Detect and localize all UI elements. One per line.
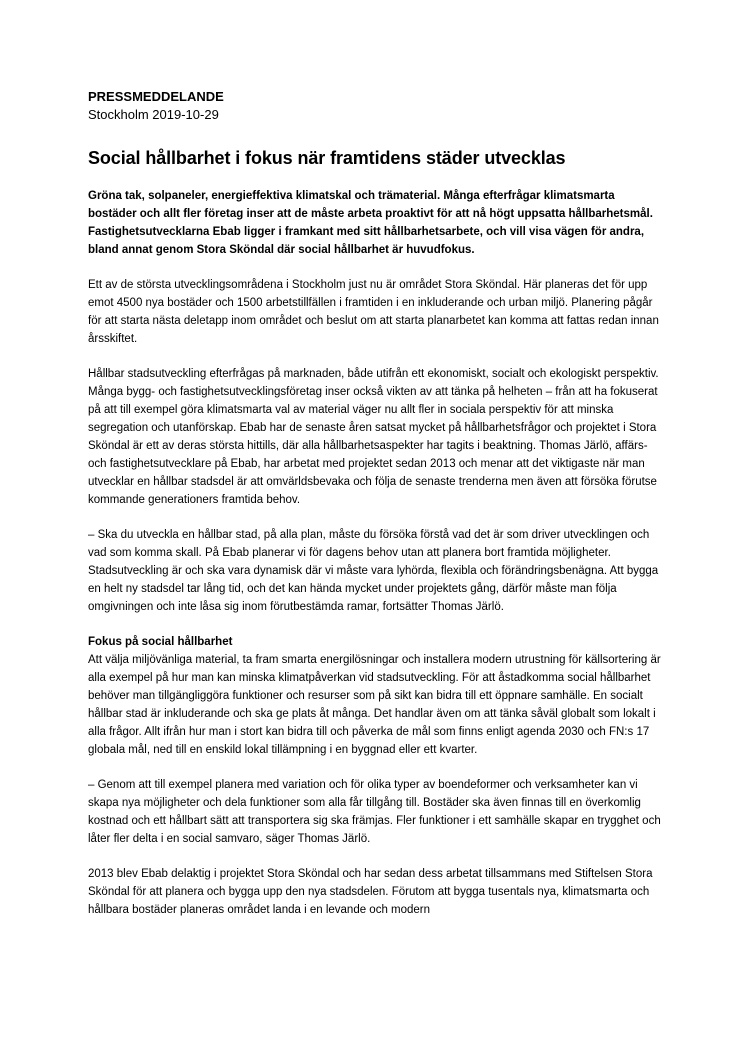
section-heading: Fokus på social hållbarhet [88, 636, 233, 648]
body-paragraph: Ett av de största utvecklingsområdena i Stockholm just nu är området Stora Sköndal. Här planeras det för upp emot 4500 nya bostäder och 1500 arbetstillfällen i framtiden i en inkluderande och urban miljö. Planering pågår för att starta nästa deletapp inom området och beslut om att starta planarbetet kan komma att fattas redan innan årsskiftet. [88, 279, 659, 345]
press-release-page [88, 88, 666, 919]
document-label: PRESSMEDDELANDE [88, 89, 224, 104]
dateline: Stockholm 2019-10-29 [88, 107, 219, 122]
body-paragraph: 2013 blev Ebab delaktig i projektet Stora Sköndal och har sedan dess arbetat tillsammans med Stiftelsen Stora Sköndal för att planera och bygga upp den nya stadsdelen. Förutom att bygga tusentals nya, klimatsmarta och hållbara bostäder planeras området landa i en levande och modern [88, 868, 653, 916]
lead-paragraph: Gröna tak, solpaneler, energieffektiva klimatskal och trämaterial. Många efterfrågar klimatsmarta bostäder och allt fler företag inser att de måste arbeta proaktivt för att nå högt uppsatta hållbarhetsmål. Fastighetsutvecklarna Ebab ligger i framkant med sitt hållbarhetsarbete, och vill visa vägen för andra, bland annat genom Stora Sköndal där social hållbarhet är huvudfokus. [88, 190, 653, 256]
body-paragraph: Hållbar stadsutveckling efterfrågas på marknaden, både utifrån ett ekonomiskt, socialt och ekologiskt perspektiv. Många bygg- och fastighetsutvecklingsföretag inser också vikten av att tänka på helheten – från att ha fokuserat på att till exempel göra klimatsmarta val av material väger nu allt fler in sociala perspektiv för att minska segregation och utanförskap. Ebab har de senaste åren satsat mycket på hållbarhetsfrågor och projektet i Stora Sköndal är ett av deras största hittills, där alla hållbarhetsaspekter har tagits i beaktning. Thomas Järlö, affärs- och fastighetsutvecklare på Ebab, har arbetat med projektet sedan 2013 och menar att det viktigaste när man utvecklar en hållbar stadsdel är att omvärldsbevaka och följa de senaste trenderna men även att försöka förutse kommande generationers framtida behov. [88, 368, 659, 506]
body-paragraph: Att välja miljövänliga material, ta fram smarta energilösningar och installera modern utrustning för källsortering är alla exempel på hur man kan minska klimatpåverkan vid stadsutveckling. För att åstadkomma social hållbarhet behöver man tillgängliggöra funktioner och resurser som på sikt kan bidra till ett öppnare samhälle. En socialt hållbar stad är inkluderande och ska ge plats åt många. Det handlar även om att tänka såväl globalt som lokalt i alla frågor. Allt ifrån hur man i stort kan bidra till och påverka de mål som finns enligt agenda 2030 och FN:s 17 globala mål, ned till en enskild lokal tillämpning i en byggnad eller ett kvarter. [88, 654, 661, 756]
body-paragraph: – Genom att till exempel planera med variation och för olika typer av boendeformer och verksamheter kan vi skapa nya möjligheter och dela funktioner som alla får tillgång till. Bostäder ska även finnas till en överkomlig kostnad och ett hållbart sätt att transportera sig ska främjas. Fler funktioner i ett samhälle skapar en trygghet och låter fler delta i en social samvaro, säger Thomas Järlö. [88, 779, 661, 845]
page-title: Social hållbarhet i fokus när framtidens städer utvecklas [88, 148, 566, 168]
body-paragraph: – Ska du utveckla en hållbar stad, på alla plan, måste du försöka förstå vad det är som driver utvecklingen och vad som komma skall. På Ebab planerar vi för dagens behov utan att planera bort framtida möjligheter. Stadsutveckling är och ska vara dynamisk där vi måste vara lyhörda, flexibla och förändringsbenägna. Att bygga en helt ny stadsdel tar lång tid, och det kan hända mycket under projektets gång, därför måste man följa omgivningen och inte låsa sig inom förutbestämda ramar, fortsätter Thomas Järlö. [88, 529, 659, 613]
